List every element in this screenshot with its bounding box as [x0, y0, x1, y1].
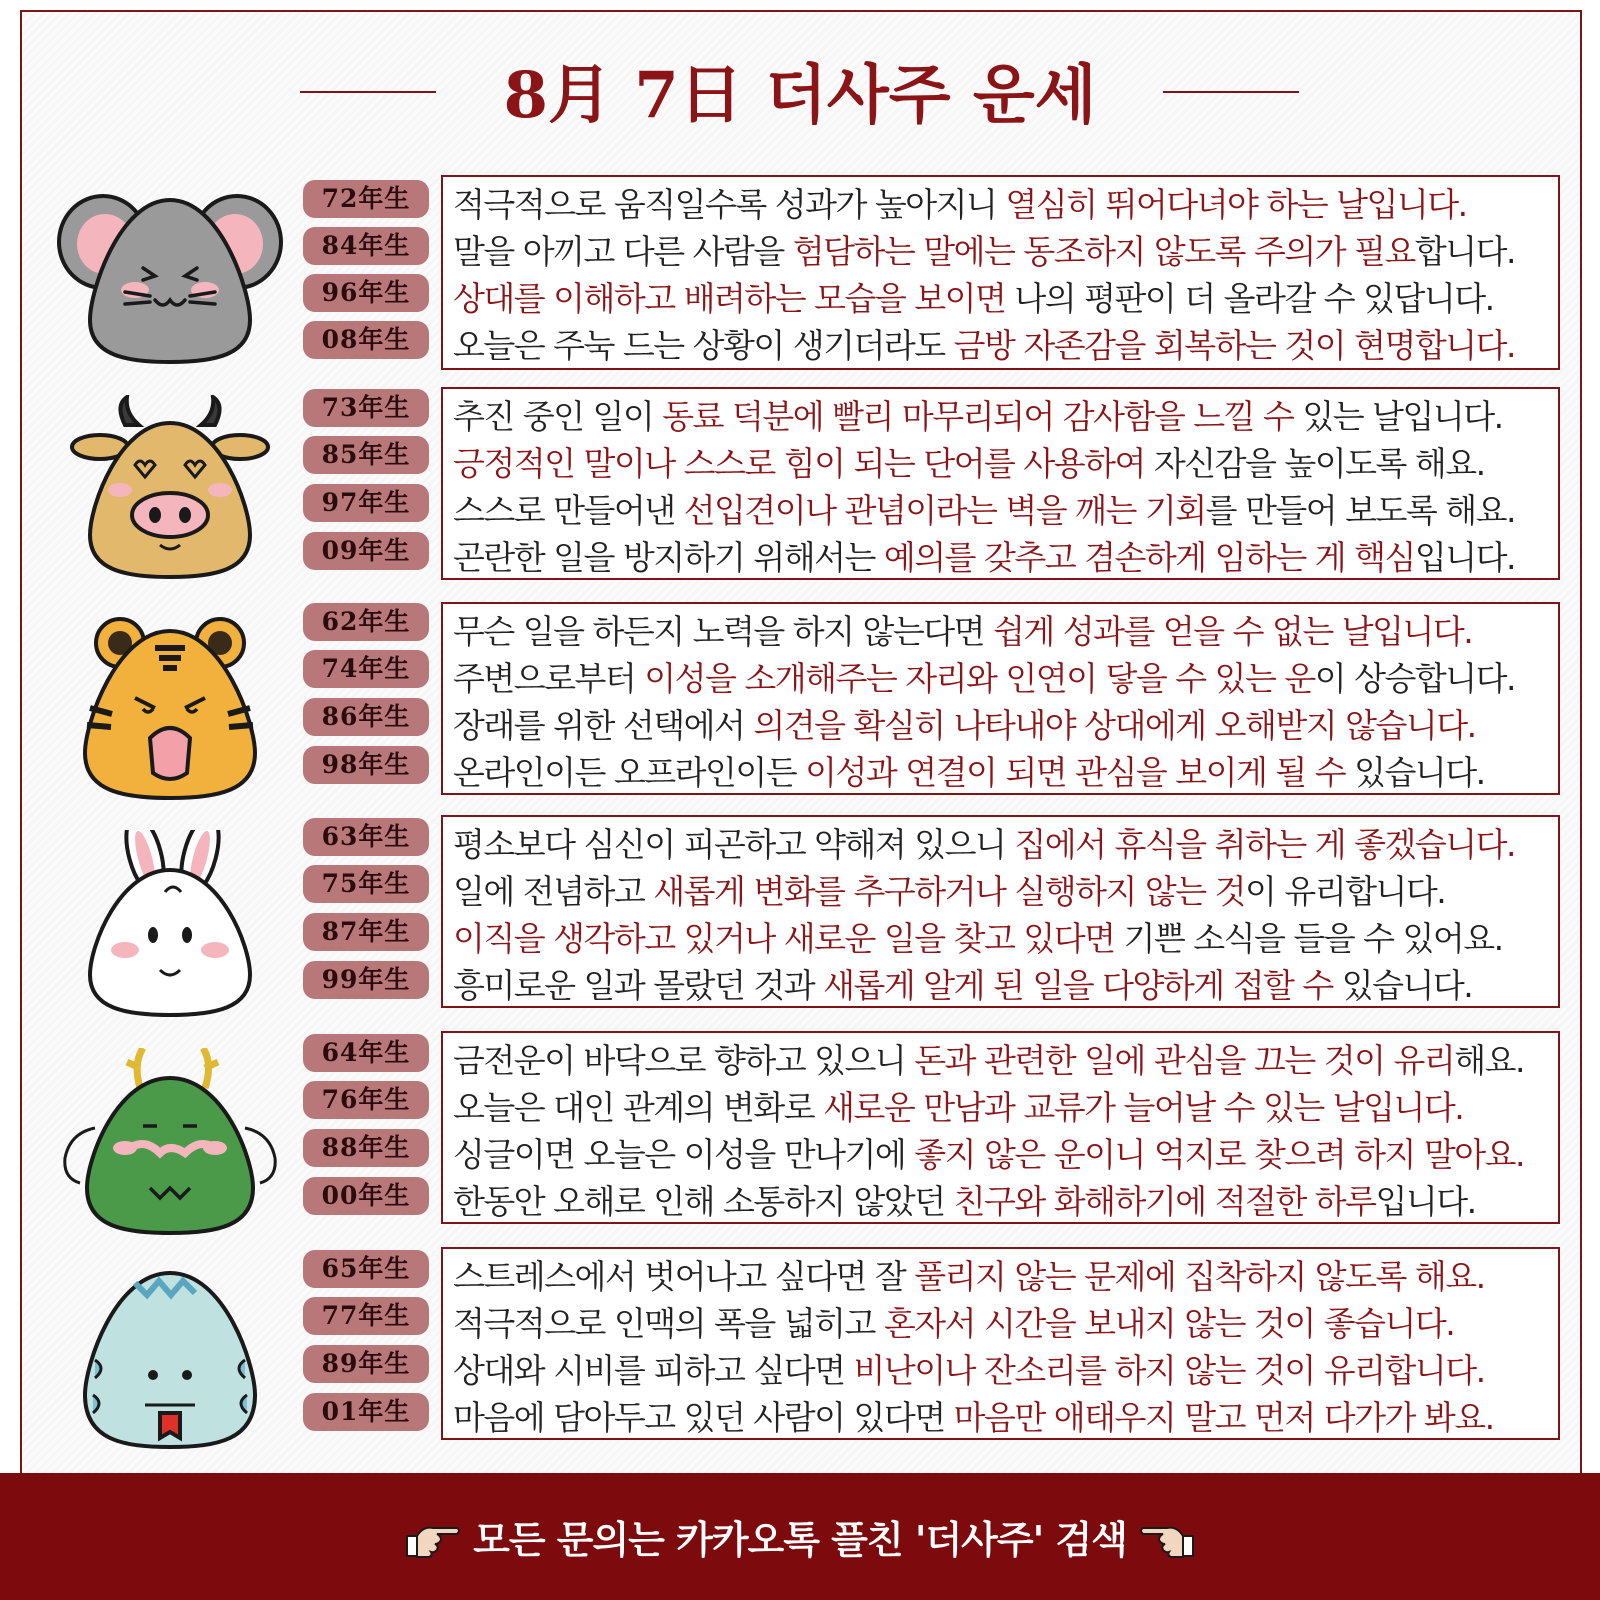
rabbit-icon — [55, 830, 285, 1020]
year-badge: 86年生 — [303, 698, 429, 736]
footer-banner — [0, 1473, 1600, 1600]
fortune-box — [441, 175, 1560, 370]
year-badge: 84年生 — [303, 227, 429, 265]
year-badge: 72年生 — [303, 180, 429, 218]
year-badge: 09年生 — [303, 532, 429, 570]
fortune-line: 금전운이 바닥으로 향하고 있으니 돈과 관련한 일에 관심을 끄는 것이 유리해요. — [453, 1041, 1525, 1080]
pointing-left-hand-icon — [1139, 1522, 1197, 1558]
fortune-line: 말을 아끼고 다른 사람을 험담하는 말에는 동조하지 않도록 주의가 필요합니다. — [453, 232, 1516, 271]
year-badge: 62年生 — [303, 603, 429, 641]
fortune-line: 한동안 오해로 인해 소통하지 않았던 친구와 화해하기에 적절한 하루입니다. — [453, 1182, 1476, 1221]
fortune-box — [441, 1031, 1560, 1224]
fortune-group-rabbit — [0, 822, 1600, 1025]
fortune-line: 상대를 이해하고 배려하는 모습을 보이면 나의 평판이 더 올라갈 수 있답니다. — [453, 279, 1494, 318]
year-badge: 64年生 — [303, 1034, 429, 1072]
fortune-group-snake — [0, 1254, 1600, 1460]
fortune-line: 이직을 생각하고 있거나 새로운 일을 찾고 있다면 기쁜 소식을 들을 수 있어요. — [453, 919, 1503, 958]
year-badge: 99年生 — [303, 961, 429, 999]
pointing-right-hand-icon — [403, 1522, 461, 1558]
fortune-line: 스스로 만들어낸 선입견이나 관념이라는 벽을 깨는 기회를 만들어 보도록 해요. — [453, 491, 1516, 530]
fortune-line: 무슨 일을 하든지 노력을 하지 않는다면 쉽게 성과를 얻을 수 없는 날입니다. — [453, 612, 1473, 651]
year-badge: 88年生 — [303, 1129, 429, 1167]
snake-icon — [55, 1265, 285, 1455]
year-badge: 87年生 — [303, 913, 429, 951]
fortune-line: 온라인이든 오프라인이든 이성과 연결이 되면 관심을 보이게 될 수 있습니다. — [453, 753, 1485, 792]
fortune-line: 오늘은 주눅 드는 상황이 생기더라도 금방 자존감을 회복하는 것이 현명합니다. — [453, 326, 1515, 365]
fortune-line: 오늘은 대인 관계의 변화로 새로운 만남과 교류가 늘어날 수 있는 날입니다. — [453, 1088, 1464, 1127]
title-rule-right — [1163, 91, 1299, 93]
year-badge: 89年生 — [303, 1345, 429, 1383]
rat-icon — [55, 180, 285, 370]
ox-icon — [55, 395, 285, 585]
fortune-line: 마음에 담아두고 있던 사람이 있다면 마음만 애태우지 말고 먼저 다가가 봐요. — [453, 1398, 1494, 1437]
fortune-line: 적극적으로 움직일수록 성과가 높아지니 열심히 뛰어다녀야 하는 날입니다. — [453, 185, 1467, 224]
footer-text: 모든 문의는 카카오톡 플친 '더사주' 검색 — [473, 1518, 1127, 1562]
dragon-icon — [55, 1048, 285, 1238]
fortune-group-ox — [0, 390, 1600, 590]
fortune-group-dragon — [0, 1038, 1600, 1243]
year-badge: 00年生 — [303, 1177, 429, 1215]
page-title: 8月 7日 더사주 운세 — [503, 58, 1097, 133]
fortune-line: 적극적으로 인맥의 폭을 넓히고 혼자서 시간을 보내지 않는 것이 좋습니다. — [453, 1304, 1455, 1343]
fortune-group-tiger — [0, 608, 1600, 808]
title-row — [0, 60, 1600, 140]
year-badge: 76年生 — [303, 1081, 429, 1119]
fortune-line: 긍정적인 말이나 스스로 힘이 되는 단어를 사용하여 자신감을 높이도록 해요. — [453, 444, 1485, 483]
fortune-line: 싱글이면 오늘은 이성을 만나기에 좋지 않은 운이니 억지로 찾으려 하지 말아요. — [453, 1135, 1524, 1174]
year-badge: 74年生 — [303, 650, 429, 688]
fortune-box — [441, 387, 1560, 580]
year-badge: 85年生 — [303, 436, 429, 474]
year-badge: 08年生 — [303, 321, 429, 359]
fortune-line: 평소보다 심신이 피곤하고 약해져 있으니 집에서 휴식을 취하는 게 좋겠습니다. — [453, 825, 1515, 864]
tiger-icon — [55, 613, 285, 803]
fortune-box — [441, 815, 1560, 1008]
year-badge: 73年生 — [303, 389, 429, 427]
fortune-line: 스트레스에서 벗어나고 싶다면 잘 풀리지 않는 문제에 집착하지 않도록 해요. — [453, 1257, 1485, 1296]
fortune-line: 주변으로부터 이성을 소개해주는 자리와 인연이 닿을 수 있는 운이 상승합니다. — [453, 659, 1516, 698]
year-badge: 97年生 — [303, 484, 429, 522]
title-rule-left — [300, 91, 436, 93]
fortune-line: 장래를 위한 선택에서 의견을 확실히 나타내야 상대에게 오해받지 않습니다. — [453, 706, 1476, 745]
year-badge: 63年生 — [303, 818, 429, 856]
year-badge: 75年生 — [303, 865, 429, 903]
footer-row — [0, 1513, 1600, 1567]
year-badge: 65年生 — [303, 1250, 429, 1288]
fortune-line: 흥미로운 일과 몰랐던 것과 새롭게 알게 된 일을 다양하게 접할 수 있습니다. — [453, 966, 1473, 1005]
fortune-line: 곤란한 일을 방지하기 위해서는 예의를 갖추고 겸손하게 임하는 게 핵심입니다. — [453, 538, 1515, 577]
fortune-group-rat — [0, 175, 1600, 375]
fortune-box — [441, 1247, 1560, 1440]
fortune-line: 일에 전념하고 새롭게 변화를 추구하거나 실행하지 않는 것이 유리합니다. — [453, 872, 1446, 911]
year-badge: 96年生 — [303, 274, 429, 312]
fortune-line: 상대와 시비를 피하고 싶다면 비난이나 잔소리를 하지 않는 것이 유리합니다. — [453, 1351, 1485, 1390]
year-badge: 77年生 — [303, 1297, 429, 1335]
fortune-box — [441, 602, 1560, 795]
year-badge: 01年生 — [303, 1393, 429, 1431]
fortune-line: 추진 중인 일이 동료 덕분에 빨리 마무리되어 감사함을 느낄 수 있는 날입니다. — [453, 397, 1503, 436]
year-badge: 98年生 — [303, 746, 429, 784]
